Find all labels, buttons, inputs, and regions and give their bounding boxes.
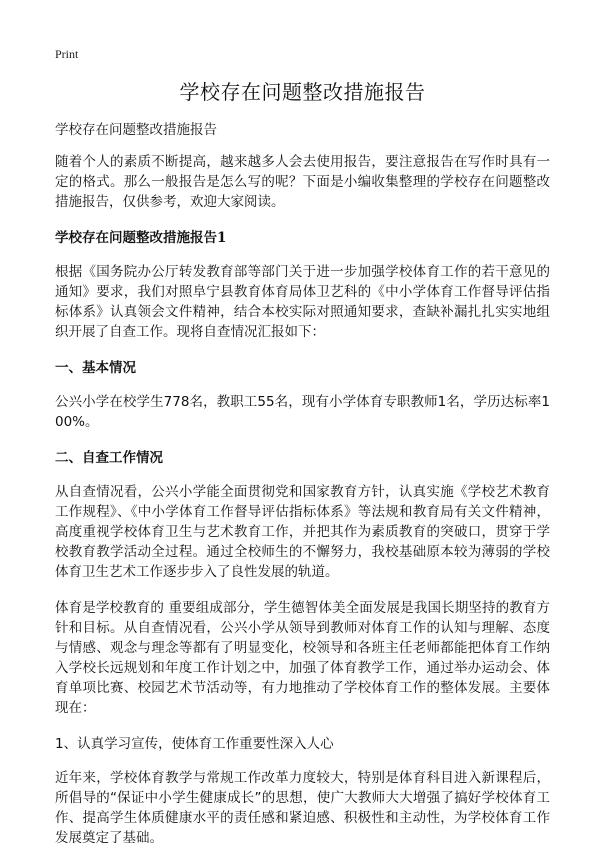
- paragraph-self-inspection: 从自查情况看，公兴小学能全面贯彻党和国家教育方针，认真实施《学校艺术教育工作规程》、《中小学体育工作督导评估指标体系》等法规和教育局有关文件精神，高度重视学校体育卫生与艺术教育工作，并把其作为素质教育的突破口，贯穿于学校教育教学活动全过程。通过全校师生的不懈努力，我校基础原本较为薄弱的学校体育卫生艺术工作逐步步入了良性发展的轨道。: [55, 484, 550, 580]
- heading-basic-situation: 一、基本情况: [55, 360, 136, 376]
- document-subtitle: 学校存在问题整改措施报告: [55, 122, 217, 138]
- document-page: [55, 78, 550, 864]
- paragraph-recent-years: 近年来，学校体育教学与常规工作改革力度较大，特别是体育科目进入新课程后，所倡导的“保证中小学生健康成长”的思想，使广大教师大大增强了搞好学校体育工作、提高学生体质健康水平的责任感和紧迫感、积极性和主动性，为学校体育工作发展奠定了基础。: [55, 770, 550, 846]
- section-title: 学校存在问题整改措施报告1: [55, 230, 227, 246]
- print-link[interactable]: Print: [55, 47, 79, 61]
- subheading-study-promotion: 1、认真学习宣传，使体育工作重要性深入人心: [55, 736, 334, 752]
- page-title: 学校存在问题整改措施报告: [179, 80, 426, 104]
- heading-self-inspection: 二、自查工作情况: [55, 450, 163, 466]
- intro-paragraph: 随着个人的素质不断提高，越来越多人会去使用报告，要注意报告在写作时具有一定的格式。那么一般报告是怎么写的呢？下面是小编收集整理的学校存在问题整改措施报告，仅供参考，欢迎大家阅读。: [55, 154, 550, 210]
- paragraph-basic-situation: 公兴小学在校学生778名，教职工55名，现有小学体育专职教师1名，学历达标率100%。: [55, 394, 550, 430]
- paragraph-pe-importance: 体育是学校教育的 重要组成部分，学生德智体美全面发展是我国长期坚持的教育方针和目标。从自查情况看，公兴小学从领导到教师对体育工作的认知与理解、态度与情感、观念与理念等都有了明显变化，校领导和各班主任老师都能把体育工作纳入学校长远规划和年度工作计划之中，加强了体育教学工作，通过举办运动会、体育单项比赛、校园艺术节活动等，有力地推动了学校体育工作的整体发展。主要体现在：: [55, 600, 550, 716]
- paragraph-background: 根据《国务院办公厅转发教育部等部门关于进一步加强学校体育工作的若干意见的通知》要求，我们对照阜宁县教育体育局体卫艺科的《中小学体育工作督导评估指标体系》认真领会文件精神，结合本校实际对照通知要求，查缺补漏扎扎实实地组织开展了自查工作。现将自查情况汇报如下：: [55, 264, 550, 340]
